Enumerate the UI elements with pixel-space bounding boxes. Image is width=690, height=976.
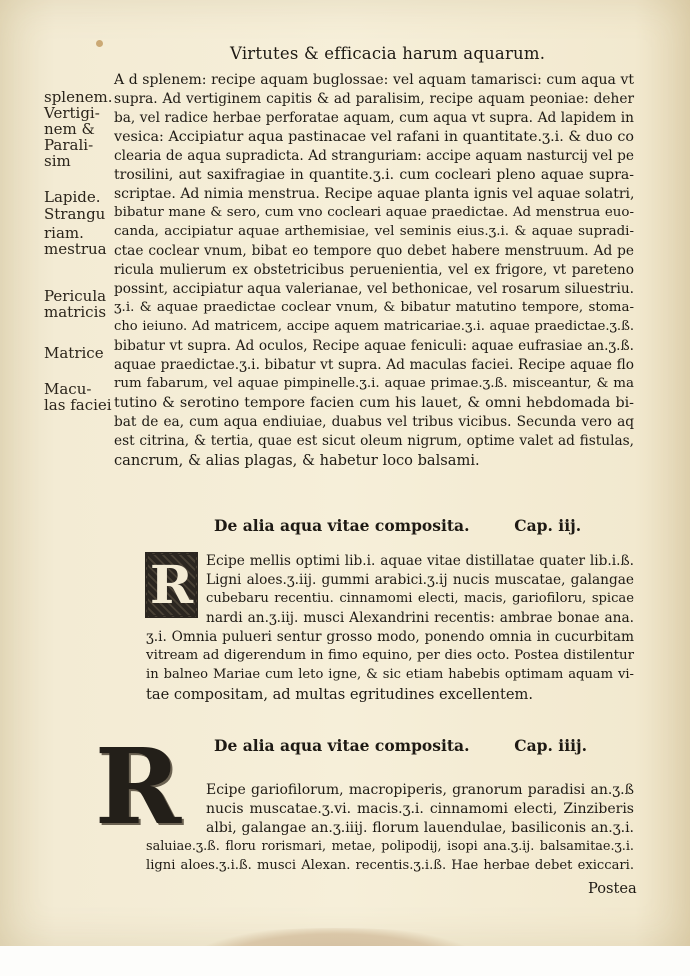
running-head: Virtutes & efficacia harum aquarum. [230,44,546,63]
text-line: ba, vel radice herbae perforatae aquam, cum aqua vt supra. Ad lapidem in [114,110,634,126]
text-line: bibatur mane & sero, cum vno cocleari aquae praedictae. Ad menstrua euo- [114,205,634,220]
text-line: trosilini, aut saxifragiae in quantite.ʒ.i. cum cocleari pleno aquae supra- [114,167,634,183]
text-line: vitream ad digerendum in fimo equino, per dies octo. Postea distilentur [146,648,634,663]
text-line: est citrina, & tertia, quae est sicut oleum nigrum, optime valet ad fistulas, [114,433,634,449]
catchword: Postea [588,880,637,897]
text-line: albi, galangae an.ʒ.iiij. florum lauendulae, basiliconis an.ʒ.i. [206,820,634,836]
scan-margin [0,946,690,976]
text-line: possint, accipiatur aqua valerianae, vel bethonicae, vel rosarum siluestriu. [114,281,634,297]
margin-note: Parali- [44,136,94,154]
text-line: rum fabarum, vel aquae pimpinelle.ʒ.i. aquae primae.ʒ.ß. misceantur, & ma [114,376,634,391]
margin-note: nem & [44,120,95,138]
text-line: Ligni aloes.ʒ.iij. gummi arabici.ʒ.ij nucis muscatae, galangae [206,572,634,588]
text-line: supra. Ad vertiginem capitis & ad paralisim, recipe aquam peoniae: deher [114,91,634,107]
margin-note: Matrice [44,344,104,362]
section-title: De alia aqua vitae composita. [214,736,470,755]
section-heading [214,516,581,535]
margin-note: mestrua [44,240,107,258]
text-line: canda, accipiatur aquae arthemisiae, vel seminis eius.ʒ.i. & aquae supradi- [114,224,634,239]
text-line: Ecipe mellis optimi lib.i. aquae vitae distillatae quater lib.i.ß. [206,553,634,569]
margin-note: las faciei [44,396,112,414]
margin-note: Vertigi- [44,104,100,122]
text-line: saluiae.ʒ.ß. floru rorismari, metae, polipodij, isopi ana.ʒ.ij. balsamitae.ʒ.i. [146,839,634,854]
text-line: cho ieiuno. Ad matricem, accipe aquem matricariae.ʒ.i. aquae praedictae.ʒ.ß. [114,319,634,334]
text-line: ctae coclear vnum, bibat eo tempore quo debet habere menstruum. Ad pe [114,243,634,259]
margin-note: matricis [44,303,107,321]
margin-note: Macu- [44,380,92,398]
text-line: clearia de aqua supradicta. Ad stranguriam: accipe aquam nasturcij vel pe [114,148,634,164]
text-line: cancrum, & alias plagas, & habetur loco balsami. [114,452,480,469]
margin-note: splenem. [44,88,113,106]
text-line: nucis muscatae.ʒ.vi. macis.ʒ.i. cinnamomi electi, Zinziberis [206,801,634,817]
section-title: De alia aqua vitae composita. [214,516,470,535]
chapter-number: Cap. iij. [514,516,582,535]
text-line: scriptae. Ad nimia menstrua. Recipe aquae planta ignis vel aquae solatri, [114,186,635,202]
margin-note: Pericula [44,287,107,305]
text-line: bat de ea, cum aqua endiuiae, duabus vel tribus vicibus. Secunda vero aq [114,414,634,430]
margin-note: riam. [44,224,84,242]
text-line: ʒ.i. & aquae praedictae coclear vnum, & bibatur matutino tempore, stoma- [114,300,634,315]
ink-spot [96,40,103,47]
text-line: tae compositam, ad multas egritudines excellentem. [146,686,533,703]
text-line: aquae praedictae.ʒ.i. bibatur vt supra. Ad maculas faciei. Recipe aquae flo [114,357,634,373]
text-line: bibatur vt supra. Ad oculos, Recipe aquae feniculi: aquae eufrasiae an.ʒ.ß. [114,338,634,354]
margin-note: Lapide. [44,188,101,206]
text-line: Ecipe gariofilorum, macropiperis, granorum paradisi an.ʒ.ß [206,782,634,798]
margin-note: sim [44,152,71,170]
text-line: ricula mulierum ex obstetricibus peruenientia, vel ex frigore, vt pareteno [114,262,634,278]
text-line: A d splenem: recipe aquam buglossae: vel aquam tamarisci: cum aqua vt [114,72,634,88]
text-line: ʒ.i. Omnia pulueri sentur grosso modo, ponendo omnia in cucurbitam [146,629,634,645]
text-line: ligni aloes.ʒ.i.ß. musci Alexan. recentis.ʒ.i.ß. Hae herbae debet exiccari. [146,858,634,873]
text-line: cubebaru recentiu. cinnamomi electi, macis, gariofiloru, spicae [206,591,634,606]
margin-note: Strangu [44,205,106,223]
section-heading [214,736,587,755]
text-line: tutino & serotino tempore facien cum his lauet, & omni hebdomada bi- [114,395,634,411]
chapter-number: Cap. iiij. [514,736,587,755]
text-line: nardi an.ʒ.iij. musci Alexandrini recentis: ambrae bonae ana. [206,610,634,626]
decorated-initial: R [145,552,198,618]
text-line: vesica: Accipiatur aqua pastinacae vel rafani in quantitate.ʒ.i. & duo co [114,129,634,145]
decorated-initial: R [94,724,182,848]
text-line: in balneo Mariae cum leto igne, & sic etiam habebis optimam aquam vi- [146,667,634,682]
